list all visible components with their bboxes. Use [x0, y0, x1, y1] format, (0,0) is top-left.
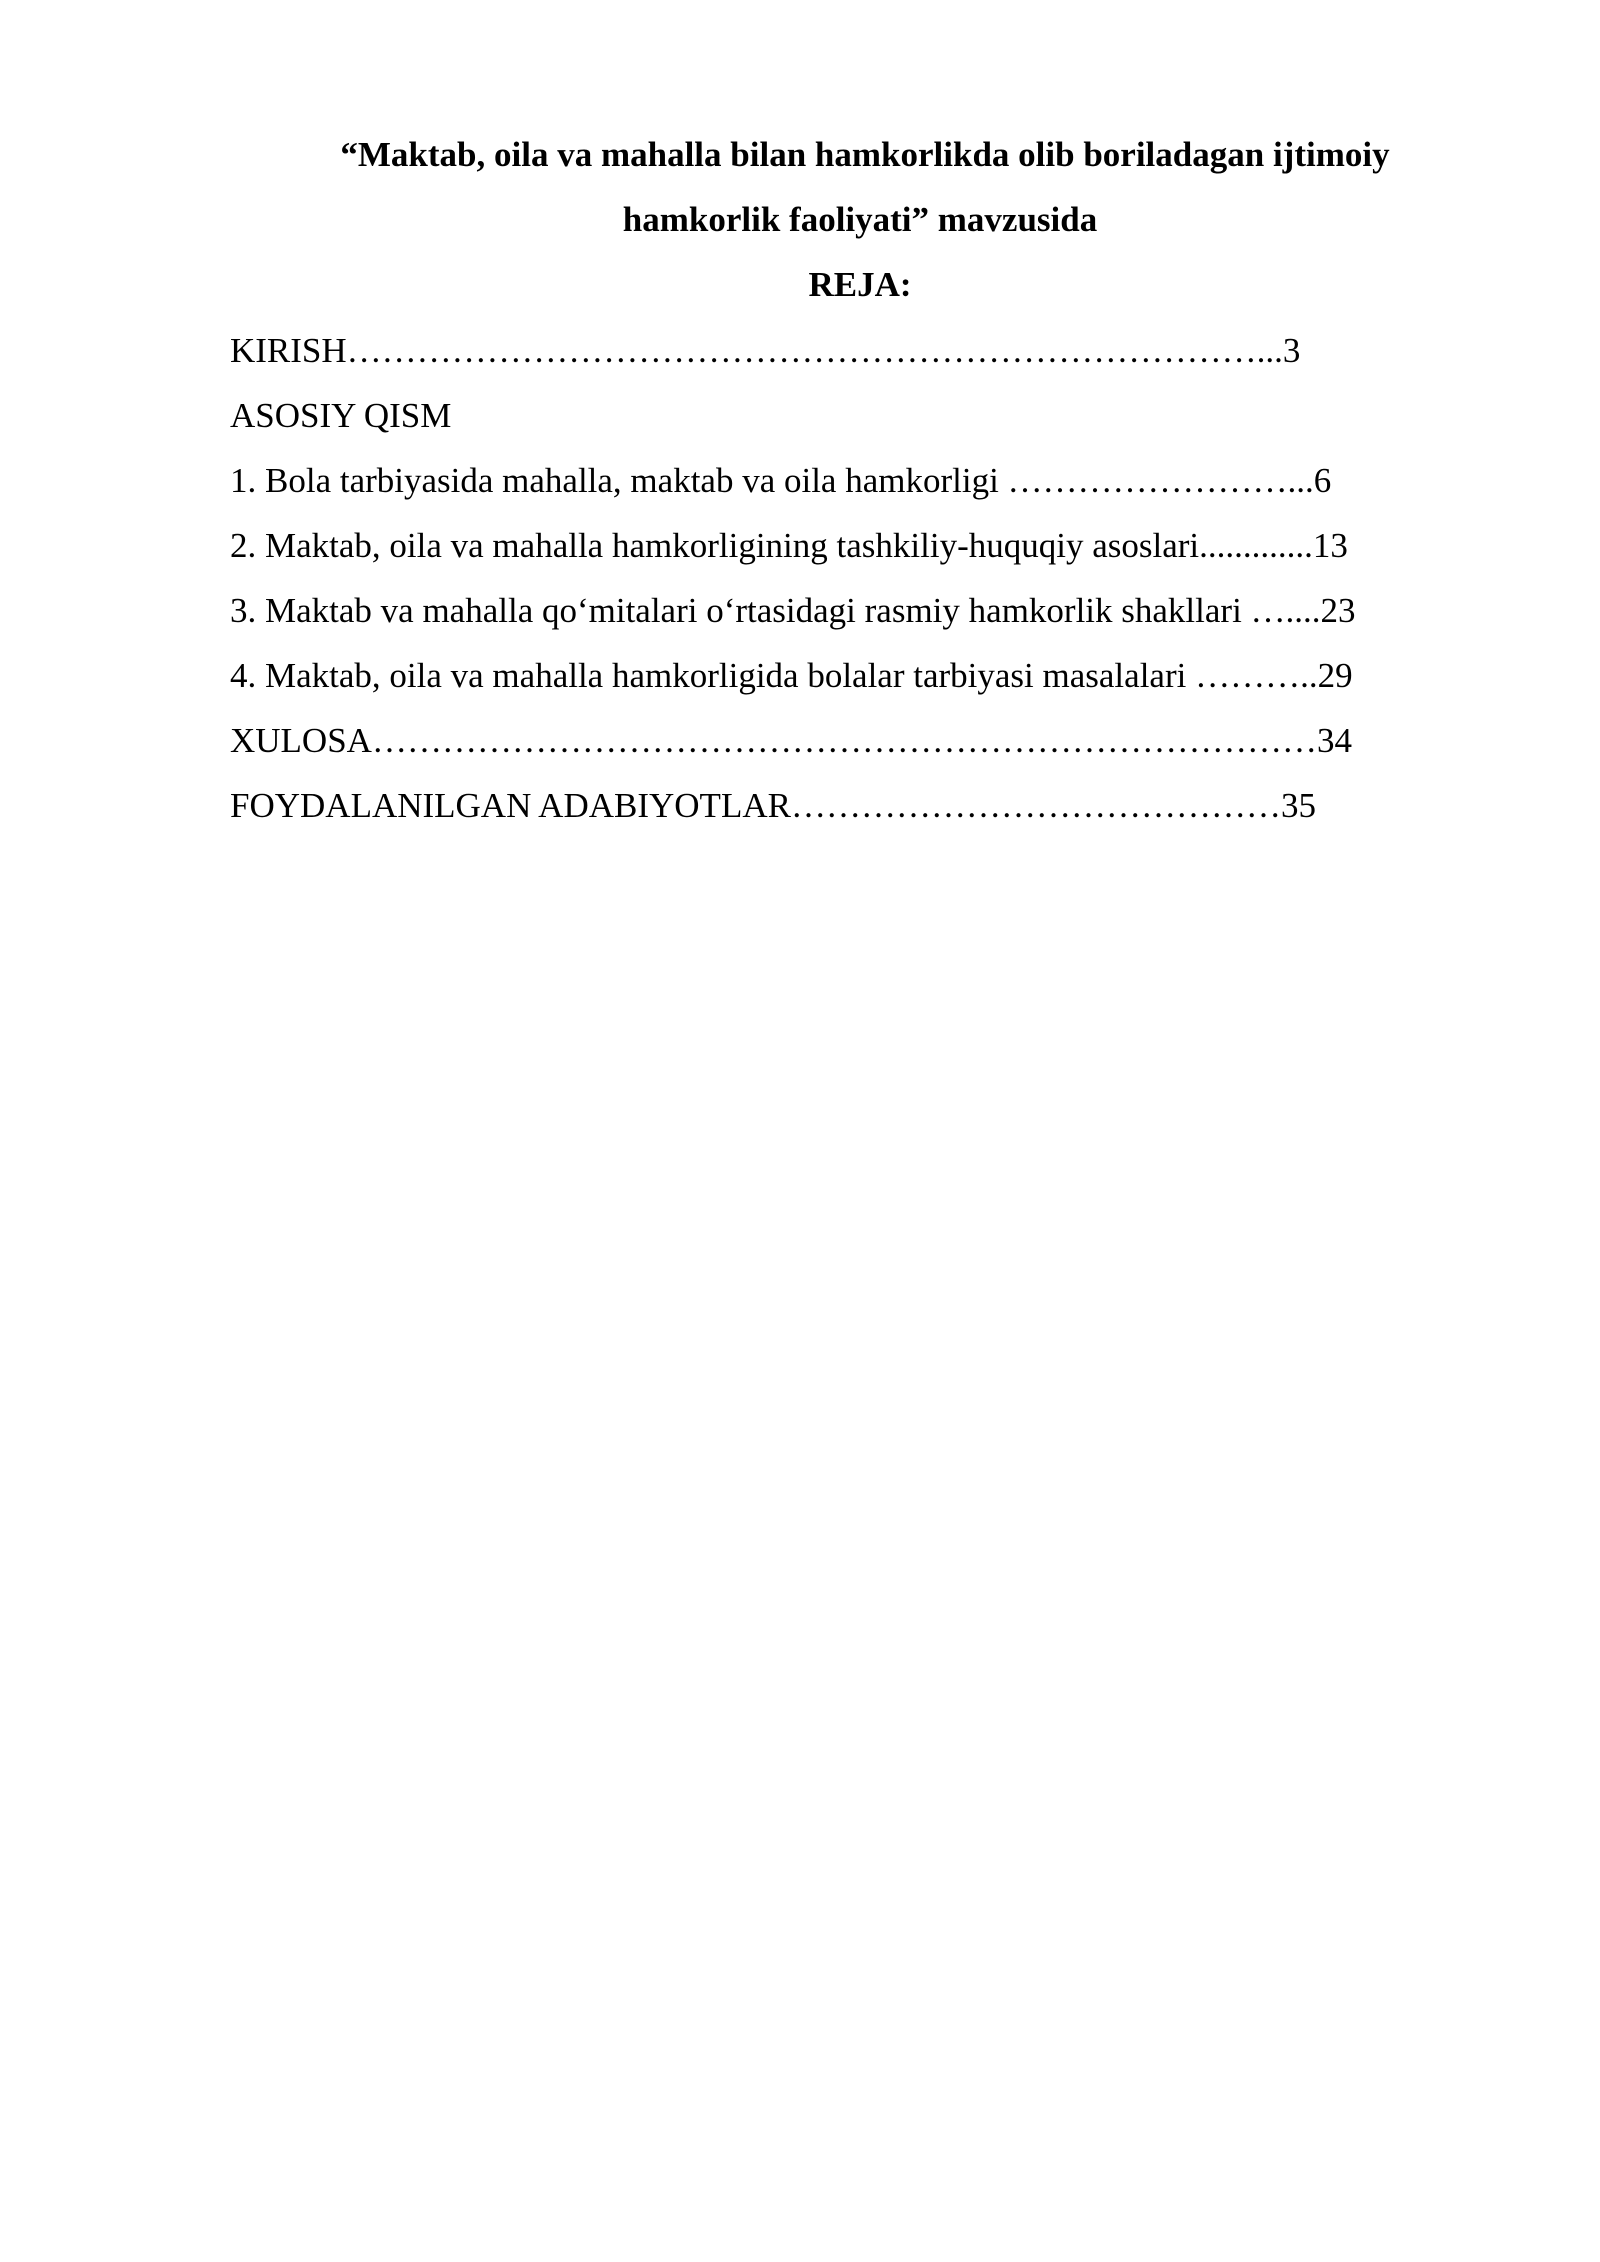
toc-entry-kirish: KIRISH……………………………………………………………………...3	[230, 331, 1301, 370]
toc-entry-3: 3. Maktab va mahalla qo‘mitalari o‘rtasidagi rasmiy hamkorlik shakllari …....23	[230, 591, 1356, 630]
toc-entry-4: 4. Maktab, oila va mahalla hamkorligida bolalar tarbiyasi masalalari ………..29	[230, 656, 1353, 695]
toc-entry-xulosa: XULOSA………………………………………………………………………34	[230, 721, 1352, 760]
toc-entry-1: 1. Bola tarbiyasida mahalla, maktab va oila hamkorligi ……………………...6	[230, 461, 1332, 500]
plan-heading: REJA:	[808, 265, 912, 304]
document-title-line-2: hamkorlik faoliyati” mavzusida	[622, 200, 1098, 239]
toc-entry-asosiy-qism: ASOSIY QISM	[230, 396, 452, 435]
toc-entry-adabiyotlar: FOYDALANILGAN ADABIYOTLAR……………………………………35	[230, 786, 1316, 825]
document-title-line-1: “Maktab, oila va mahalla bilan hamkorlikda olib boriladagan ijtimoiy	[340, 135, 1390, 174]
toc-entry-2: 2. Maktab, oila va mahalla hamkorligining tashkiliy-huquqiy asoslari.............13	[230, 526, 1348, 565]
